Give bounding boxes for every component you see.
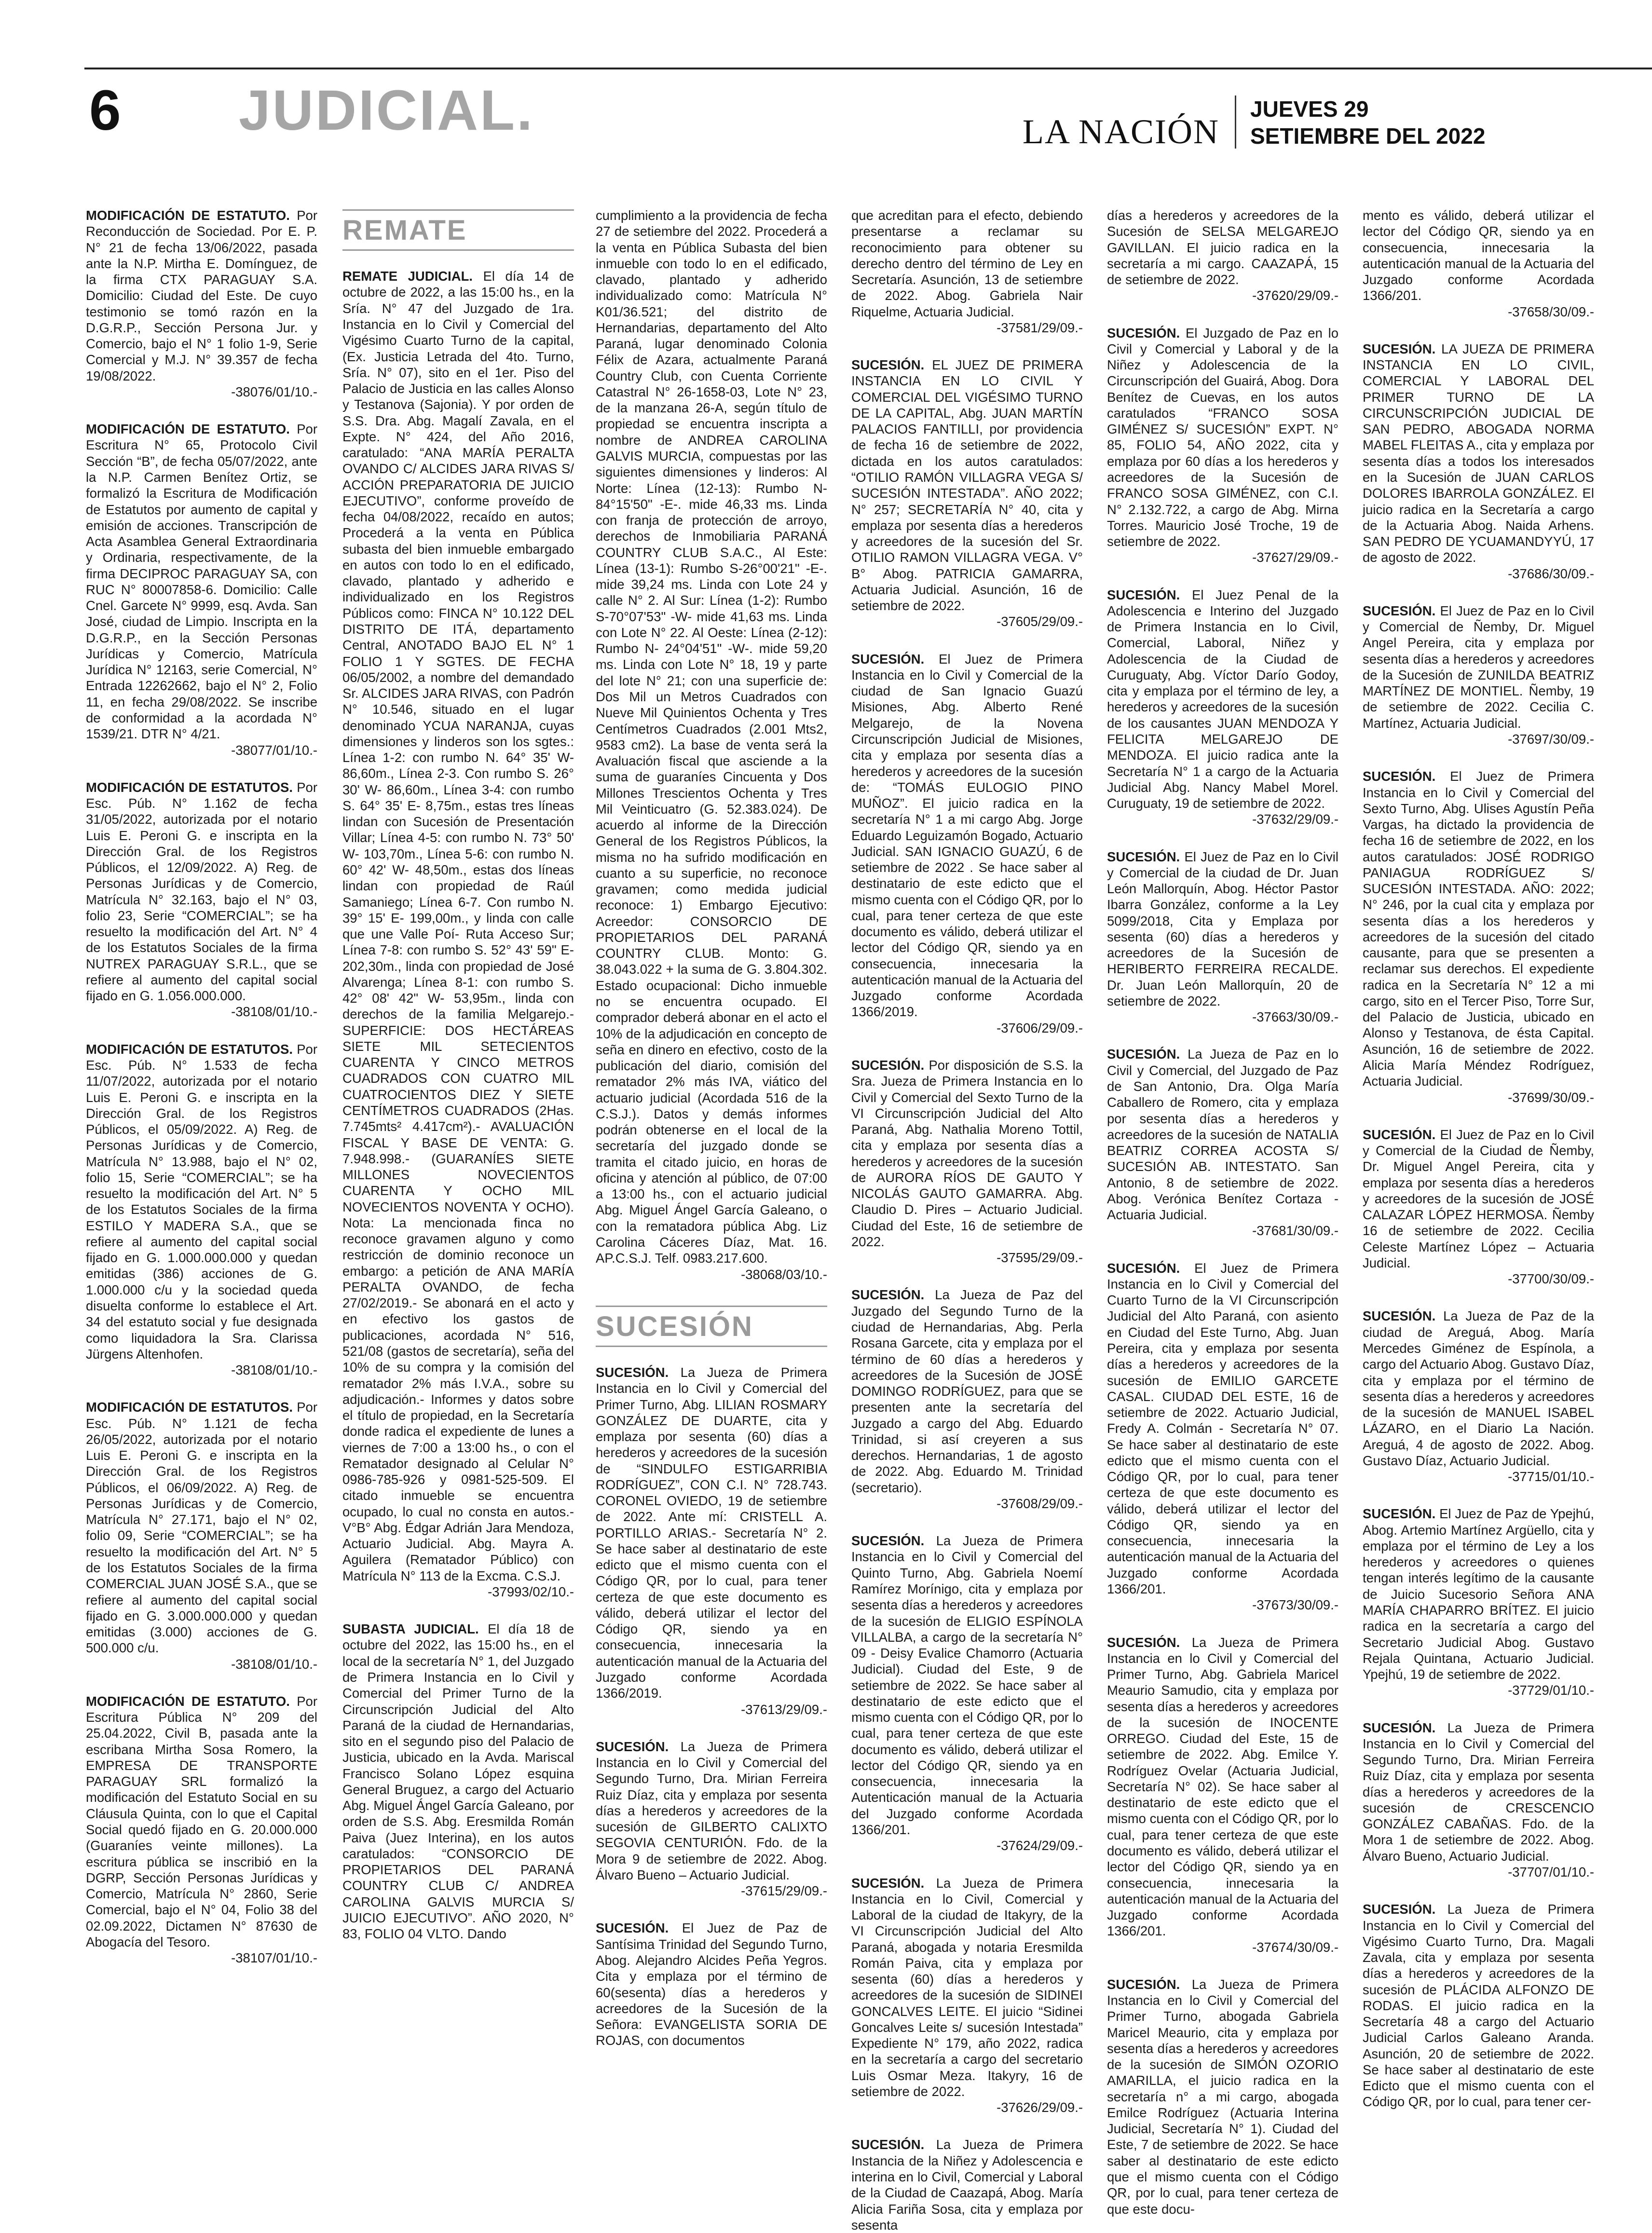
notice-heading: SUCESIÓN. <box>1107 1047 1180 1062</box>
notice-reference: -37627/29/09.- <box>1252 550 1338 565</box>
legal-notice <box>851 651 1083 1036</box>
notice-body: Por Esc. Púb. N° 1.162 de fecha 31/05/2022, autorizada por el notario Luis E. Peroni G. e inscripta en la Dirección Gral. de los Registros Públicos, el 12/09/2022. A) Reg. de Personas Jurídicas y de Comercio, Matrícula N° 32.163, bajo el N° 03, folio 23, Serie “COMERCIAL”; se ha resuelto la modificación del Art. N° 4 de los Estatutos Sociales de la firma NUTREX PARAGUAY S.R.L., que se refiere al aumento del capital social fijado en G. 1.056.000.000. <box>86 779 317 1004</box>
legal-notice <box>851 1875 1083 2116</box>
notice-body: Por disposición de S.S. la Sra. Jueza de Primera Instancia en lo Civil y Comercial del Sexto Turno de la VI Circunscripción Judicial del Alto Paraná, Abg. Nathalia Moreno Tottil, cita y emplaza por sesenta días a herederos y acreedores de la sucesión de AURORA RÍOS DE GAUTO Y NICOLÁS GAUTO GAMARRA. Abg. Claudio D. Pires – Actuario Judicial. Ciudad del Este, 16 de setiembre de 2022. <box>851 1058 1083 1249</box>
column-5 <box>1107 207 1339 2217</box>
section-title: JUDICIAL. <box>239 79 534 142</box>
notice-heading: MODIFICACIÓN DE ESTATUTO. <box>86 208 290 223</box>
legal-notice <box>851 1287 1083 1511</box>
notice-body: Por Escritura N° 65, Protocolo Civil Sección “B”, de fecha 05/07/2022, ante la N.P. Carmen Benítez Ortiz, se formalizó la Escritura de Modificación de Estatutos por aumento de capital y emisión de acciones. Transcripción de Acta Asamblea General Extraordinaria y Ordinaria, respectivamente, de la firma DECIPROC PARAGUAY SA, con RUC N° 80007858-6. Domicilio: Calle Cnel. Garcete N° 9999, esq. Avda. San José, ciudad de Limpio. Inscripta en la D.G.R.P., en la Sección Personas Jurídicas y Comercio, Matrícula Jurídica N° 12163, serie Comercial, N° Entrada 12262662, bajo el N° 2, Folio 11, en fecha 29/08/2022. Se inscribe de conformidad a la acordada N° 1539/21. DTR N° 4/21. <box>86 422 317 742</box>
legal-notice <box>1107 1260 1338 1613</box>
notice-reference: -38108/01/10.- <box>231 1362 317 1378</box>
newspaper-logo: LA NACIÓN <box>1023 112 1219 151</box>
notice-heading: SUCESIÓN. <box>1107 1976 1180 1992</box>
notice-body: La Jueza de Primera Instancia en lo Civil y Comercial del Segundo Turno, Dra. Mirian Ferreira Ruiz Díaz, cita y emplaza por sesenta días a herederos y acreedores de la sucesión de GILBERTO CALIXTO SEGOVIA CENTURIÓN. Fdo. de la Mora 9 de setiembre de 2022. Abog. Álvaro Bueno – Actuario Judicial. <box>596 1739 828 1882</box>
notice-heading: MODIFICACIÓN DE ESTATUTO. <box>86 1693 290 1709</box>
legal-notice <box>1363 1127 1594 1287</box>
notice-body: El Juez de Primera Instancia en lo Civil y Comercial del Sexto Turno, Abg. Ulises Agustín Peña Vargas, ha dictado la providencia de fecha 16 de setiembre de 2022, en los autos caratulados: JOSÉ RODRIGO PANIAGUA RODRÍGUEZ S/ SUCESIÓN INTESTADA. AÑO: 2022; N° 246, por la cual cita y emplaza por sesenta días a los herederos y acreedores de la sucesión del citado causante, para que se presenten a reclamar sus derechos. El expediente radica en la Secretaría N° 12 a mi cargo, sito en el Tercer Piso, Torre Sur, del Palacio de Justicia, ubicado en Alonso y Testanova, de ésta Capital. Asunción, 16 de setiembre de 2022. Alicia María Méndez Rodríguez, Actuaria Judicial. <box>1363 769 1594 1089</box>
legal-notice <box>596 1364 827 1717</box>
page-number: 6 <box>89 79 121 142</box>
notice-reference: -37707/01/10.- <box>1508 1864 1594 1879</box>
notice-heading: SUCESIÓN. <box>1363 603 1436 618</box>
notice-reference: -37699/30/09.- <box>1508 1089 1594 1105</box>
notice-body: que acreditan para el efecto, debiendo presentarse a reclamar su reconocimiento para obtener su derecho dentro del término de Ley en Secretaría. Asunción, 13 de setiembre de 2022. Abog. Gabriela Nair Riquelme, Actuaria Judicial. <box>851 208 1083 319</box>
notice-reference: -37729/01/10.- <box>1508 1683 1594 1698</box>
column-6 <box>1363 207 1595 2110</box>
notice-reference: -37624/29/09.- <box>997 1838 1083 1853</box>
notice-heading: MODIFICACIÓN DE ESTATUTOS. <box>86 1041 293 1057</box>
legal-notice <box>86 421 317 758</box>
notice-reference: -37581/29/09.- <box>997 320 1083 335</box>
notice-heading: SUCESIÓN. <box>596 1920 669 1936</box>
notice-body: cumplimiento a la providencia de fecha 27 de setiembre del 2022. Procederá a la venta en Pública Subasta del bien inmueble con todo lo en el edificado, clavado, plantado y adherido individualizado como: Matrícula N° K01/36.521; del distrito de Hernandarias, departamento del Alto Paraná, lugar denominado Colonia Félix de Azara, actualmente Paraná Country Club, con Cuenta Corriente Catastral N° 26-1658-03, Lote N° 23, de la manzana 26-A, según título de propiedad se encuentra inscripta a nombre de ANDREA CAROLINA GALVIS MURCIA, compuestas por las siguientes dimensiones y linderos: Al Norte: Línea (12-13): Rumbo N- 84°15'50" -E-. mide 46,33 ms. Linda con franja de protección de arroyo, derechos de Inmobiliaria PARANÁ COUNTRY CLUB S.A.C., Al Este: Línea (13-1): Rumbo S-26°00'21" -E-. mide 39,24 ms. Linda con Lote 24 y calle N° 2. Al Sur: Línea (1-2): Rumbo S-70°07'53" -W- mide 41,63 ms. Linda con Lote N° 22. Al Oeste: Línea (2-12): Rumbo N- 24°04'51" -W-. mide 59,20 ms. Linda con Lote N° 18, 19 y parte del lote N° 21; con una superficie de: Dos Mil un Metros Cuadrados con Nueve Mil Quinientos Ochenta y Tres Centímetros Cuadrados (2.001 Mts2, 9583 cm2). La base de venta será la Avaluación fiscal que asciende a la suma de guaraníes Cincuenta y Dos Millones Trescientos Ochenta y Tres Mil Veinticuatro (G. 52.383.024). De acuerdo al informe de la Dirección General de los Registros Públicos, la misma no ha sufrido modificación en cuanto a su superficie, no reconoce gravamen; como medida judicial reconoce: 1) Embargo Ejecutivo: Acreedor: CONSORCIO DE PROPIETARIOS DEL PARANÁ COUNTRY CLUB. Monto: G. 38.043.022 + la suma de G. 3.804.302. Estado ocupacional: Dicho inmueble no se encuentra ocupado. El comprador deberá abonar en el acto el 10% de la adjudicación en concepto de seña en dinero en efectivo, costo de la publicación del diario, comisión del rematador 2% más IVA, viático del actuario judicial (Acordada 516 de la C.S.J.). Datos y demás informes podrán obtenerse en el local de la secretaría del juzgado donde se tramita el citado juicio, en horas de oficina y atención al público, de 07:00 a 13:00 hs., con el actuario judicial Abg. Miguel Ángel García Galeano, o con la rematadora pública Abg. Liz Carolina Cáceres Díaz, Mat. 16. AP.C.S.J. Telf. 0983.217.600. <box>596 208 827 1266</box>
notice-heading: MODIFICACIÓN DE ESTATUTOS. <box>86 1400 293 1415</box>
notice-body: La Jueza de Primera Instancia en lo Civil y Comercial del Primer Turno, abogada Gabriela Maricel Meaurio, cita y emplaza por sesenta días a herederos y acreedores de la sucesión de SIMÓN OZORIO AMARILLA, el juicio radica en la secretaría n° a mi cargo, abogada Emilce Rodríguez (Actuaria Interina Judicial, Secretaría N° 1). Ciudad del Este, 7 de setiembre de 2022. Se hace saber al destinatario de este edicto que el mismo cuenta con el Código QR, por lo cual, para tener certeza de que este docu- <box>1107 1976 1339 2217</box>
notice-heading: SUCESIÓN. <box>1363 1308 1436 1324</box>
legal-notice <box>1363 768 1594 1105</box>
notice-heading: MODIFICACIÓN DE ESTATUTO. <box>86 422 290 437</box>
notice-heading: SUCESIÓN. <box>851 1058 925 1073</box>
notice-body: El Juez de Primera Instancia en lo Civil y Comercial del Cuarto Turno de la VI Circunscripción Judicial del Alto Paraná, con asiento en Ciudad del Este Turno, Abg. Juan Pereira, cita y emplaza por sesenta días a herederos y acreedores de la sucesión de EMILIO GARCETE CASAL. CIUDAD DEL ESTE, 16 de setiembre de 2022. Actuario Judicial, Fredy A. Colmán - Secretaría N° 07. Se hace saber al destinatario de este edicto que el mismo cuenta con el Código QR, por lo cual, para tener certeza de que este documento es válido, deberá utilizar el lector del Código QR, siendo ya en consecuencia, innecesaria la autenticación manual de la Actuaria del Juzgado conforme Acordada 1366/201. <box>1107 1260 1338 1596</box>
notice-body: El día 18 de octubre del 2022, las 15:00 hs., en el local de la secretaría N° 1, del Juzgado de Primera Instancia en lo Civil y Comercial del Primer Turno de la Circunscripción Judicial del Alto Paraná de la ciudad de Hernandarias, sito en el segundo piso del Palacio de Justicia, ubicado en la Avda. Mariscal Francisco Solano López esquina General Bruguez, a cargo del Actuario Abg. Miguel Ángel García Galeano, por orden de S.S. Abg. Eresmilda Román Paiva (Juez Interina), en los autos caratulados: “CONSORCIO DE PROPIETARIOS DEL PARANÁ COUNTRY CLUB C/ ANDREA CAROLINA GALVIS MURCIA S/ JUICIO EJECUTIVO”. AÑO 2020, N° 83, FOLIO 04 VLTO. Dando <box>342 1621 574 1942</box>
notice-body: Por Escritura Pública N° 209 del 25.04.2022, Civil B, pasada ante la escribana Mirtha Sosa Romero, la EMPRESA DE TRANSPORTE PARAGUAY SRL formalizó la modificación del Estatuto Social en su Cláusula Quinta, con lo que el Capital Social quedó fijado en G. 20.000.000 (Guaraníes veinte millones). La escritura pública se inscribió en la DGRP, Sección Personas Jurídicas y Comercio, Matrícula N° 2860, Serie Comercial, bajo el N° 04, Folio 38 del 02.09.2022, Dictamen N° 87630 de Abogacía del Tesoro. <box>86 1693 317 1949</box>
notice-body: El Juez de Paz en lo Civil y Comercial de la ciudad de Dr. Juan León Mallorquín, Abog. Héctor Pastor Ibarra González, conforme a la Ley 5099/2018, Cita y Emplaza por sesenta (60) días a herederos y acreedores de la Sucesión de HERIBERTO FERREIRA RECALDE. Dr. Juan León Mallorquín, 20 de setiembre de 2022. <box>1107 849 1338 1008</box>
header-rule <box>84 68 1652 69</box>
notice-heading: SUCESIÓN. <box>1107 1260 1180 1276</box>
notice-heading: SUCESIÓN. <box>1107 1634 1180 1650</box>
notice-heading: SUCESIÓN. <box>1363 1506 1436 1522</box>
notice-reference: -37615/29/09.- <box>741 1883 827 1899</box>
notice-body: EL JUEZ DE PRIMERA INSTANCIA EN LO CIVIL Y COMERCIAL DEL VIGÉSIMO TURNO DE LA CAPITAL, Abg. JUAN MARTÍN PALACIOS FANTILLI, por providencia de fecha 16 de setiembre de 2022, dictada en los autos caratulados: “OTILIO RAMÓN VILLAGRA VEGA S/ SUCESIÓN INTESTADA”. AÑO 2022; N° 257; SECRETARÍA N° 40, cita y emplaza por sesenta días a herederos y acreedores de la sucesión del Sr. OTILIO RAMON VILLAGRA VEGA. V° B° Abog. PATRICIA GAMARRA, Actuaria Judicial. Asunción, 16 de setiembre de 2022. <box>851 357 1083 613</box>
notice-body: El Juez Penal de la Adolescencia e Interino del Juzgado de Primera Instancia en lo Civil, Comercial, Laboral, Niñez y Adolescencia de la Ciudad de Curuguaty, Abg. Víctor Darío Godoy, cita y emplaza por el término de ley, a herederos y acreedores de la sucesión de los causantes JUAN MENDOZA Y FELICITA MELGAREJO DE MENDOZA. El juicio radica ante la Secretaría N° 1 a cargo de la Actuaria Judicial Abg. Nancy Mabel Morel. Curuguaty, 19 de setiembre de 2022. <box>1107 587 1339 811</box>
legal-notice <box>1107 1976 1338 2217</box>
notice-heading: SUCESIÓN. <box>1363 769 1436 784</box>
notice-reference: -37658/30/09.- <box>1508 304 1594 319</box>
section-heading-remate: REMATE <box>342 209 574 251</box>
notice-reference: -37700/30/09.- <box>1508 1271 1594 1287</box>
notice-heading: SUCESIÓN. <box>1107 587 1180 602</box>
notice-heading: SUCESIÓN. <box>1363 1720 1436 1735</box>
notice-body: La Jueza de Primera Instancia en lo Civil y Comercial del Quinto Turno, Abg. Gabriela Noemí Ramírez Morínigo, cita y emplaza por sesenta días a herederos y acreedores de la sucesión de ELIGIO ESPÍNOLA VILLALBA, a cargo de la secretaría N° 09 - Deisy Evalice Chamorro (Actuaria Judicial). Ciudad del Este, 9 de setiembre de 2022. Se hace saber al destinatario de este edicto que el mismo cuenta con el Código QR, por lo cual, para tener certeza de que este documento es válido, deberá utilizar el lector del Código QR, siendo ya en consecuencia, innecesaria la Autenticación manual de la Actuaria del Juzgado conforme Acordada 1366/201. <box>851 1533 1083 1837</box>
legal-notice <box>1363 603 1594 747</box>
notice-heading: SUCESIÓN. <box>851 1533 925 1549</box>
notice-body: mento es válido, deberá utilizar el lector del Código QR, siendo ya en consecuencia, innecesaria la autenticación manual de la Actuaria del Juzgado conforme Acordada 1366/201. <box>1363 208 1594 303</box>
date-month-year: SETIEMBRE DEL 2022 <box>1250 123 1486 149</box>
notice-body: La Jueza de Primera Instancia de la Niñez y Adolescencia e interina en lo Civil, Comercial y Laboral de la Ciudad de Caazapá, Abog. María Alicia Fariña Sosa, cita y emplaza por sesenta <box>851 2137 1083 2233</box>
notice-body: La Jueza de Primera Instancia en lo Civil y Comercial del Vigésimo Cuarto Turno, Dra. Magali Zavala, cita y emplaza por sesenta días a herederos y acreedores de la sucesión de PLÁCIDA ALFONZO DE RODAS. El juicio radica en la Secretaría 48 a cargo del Actuario Judicial Carlos Galeano Aranda. Asunción, 20 de setiembre de 2022. Se hace saber al destinatario de este Edicto que el mismo cuenta con el Código QR, por lo cual, para tener cer- <box>1363 1902 1595 2110</box>
notice-reference: -38108/01/10.- <box>231 1656 317 1672</box>
legal-notice <box>851 2137 1083 2233</box>
notice-body: LA JUEZA DE PRIMERA INSTANCIA EN LO CIVIL, COMERCIAL Y LABORAL DEL PRIMER TURNO DE LA CIRCUNSCRIPCIÓN JUDICIAL DE SAN PEDRO, ABOGADA NORMA MABEL FLEITAS A., cita y emplaza por sesenta días a todos los interesados en la Sucesión de JUAN CARLOS DOLORES IBARROLA GONZÁLEZ. El juicio radica en la Secretaría a cargo de la Actuaria Abog. Naida Arhens. SAN PEDRO DE YCUAMANDYYÚ, 17 de agosto de 2022. <box>1363 341 1594 565</box>
legal-notice <box>851 357 1083 630</box>
notice-reference: -37620/29/09.- <box>1252 288 1338 303</box>
notice-body: días a herederos y acreedores de la Sucesión de SELSA MELGAREJO GAVILLAN. El juicio radica en la secretaría a mi cargo. CAAZAPÁ, 15 de setiembre de 2022. <box>1107 208 1338 287</box>
legal-notice <box>342 1621 574 1942</box>
legal-notice <box>86 1041 317 1378</box>
notice-body: El Juez de Paz de Ypejhú, Abog. Artemio Martínez Argüello, cita y emplaza por el término de Ley a los herederos y acreedores o quienes tengan interés legítimo de la causante de Juicio Sucesorio Señora ANA MARÍA CHAPARRO BRÍTEZ. El juicio radica en la secretaría a cargo del Secretario Judicial Abog. Gustavo Rejala Quintana, Actuario Judicial. Ypejhú, 19 de setiembre de 2022. <box>1363 1506 1594 1682</box>
notice-heading: SUCESIÓN. <box>596 1739 669 1754</box>
notice-reference: -37674/30/09.- <box>1252 1939 1338 1955</box>
legal-notice <box>1107 1634 1338 1955</box>
legal-notice <box>86 207 317 400</box>
notice-reference: -37686/30/09.- <box>1508 566 1594 581</box>
legal-notice <box>851 1533 1083 1853</box>
notice-body: La Jueza de Paz en lo Civil y Comercial, del Juzgado de Paz de San Antonio, Dra. Olga María Caballero de Romero, cita y emplaza por sesenta días a herederos y acreedores de la sucesión de NATALIA BEATRIZ CORREA ACOSTA S/ SUCESIÓN AB. INTESTATO. San Antonio, 8 de setiembre de 2022. Abog. Verónica Benítez Cortaza - Actuaria Judicial. <box>1107 1047 1338 1223</box>
legal-notice <box>1363 1720 1594 1880</box>
legal-notice <box>1363 341 1594 582</box>
notice-reference: -37605/29/09.- <box>997 614 1083 629</box>
legal-notice <box>1363 1901 1594 2110</box>
notice-reference: -38108/01/10.- <box>231 1004 317 1020</box>
legal-notice <box>851 207 1083 336</box>
notice-body: Por Esc. Púb. N° 1.121 de fecha 26/05/2022, autorizada por el notario Luis E. Peroni G. e inscripta en la Dirección Gral. de los Registros Públicos, el 06/09/2022. A) Reg. de Personas Jurídicas y de Comercio, Matrícula N° 27.171, bajo el N° 02, folio 09, Serie “COMERCIAL”; se ha resuelto la modificación del Art. N° 5 de los Estatutos Sociales de la firma COMERCIAL JUAN JOSÉ S.A., que se refiere al aumento del capital social fijado en G. 3.000.000.000 y quedan emitidas (3.000) acciones de G. 500.000 c/u. <box>86 1400 317 1656</box>
notice-heading: SUBASTA JUDICIAL. <box>342 1621 479 1637</box>
legal-notice <box>1107 1046 1338 1239</box>
notice-reference: -37595/29/09.- <box>997 1250 1083 1266</box>
notice-body: El Juez de Paz de Santísima Trinidad del Segundo Turno, Abog. Alejandro Alcides Peña Yegros. Cita y emplaza por el término de 60(sesenta) días a herederos y acreedores de la Sucesión de la Señora: EVANGELISTA SORIA DE ROJAS, con documentos <box>596 1920 828 2048</box>
legal-notice <box>1363 1308 1594 1484</box>
notice-heading: SUCESIÓN. <box>851 1287 925 1303</box>
notice-heading: SUCESIÓN. <box>596 1364 669 1380</box>
legal-notice <box>596 207 827 1282</box>
notice-reference: -37608/29/09.- <box>997 1496 1083 1511</box>
header-divider <box>1235 95 1236 149</box>
legal-notice <box>596 1739 827 1899</box>
notice-reference: -37697/30/09.- <box>1508 731 1594 747</box>
notice-body: La Jueza de Primera Instancia en lo Civil y Comercial del Primer Turno, Abg. Gabriela Maricel Meaurio Samudio, cita y emplaza por sesenta días a herederos y acreedores de la sucesión de INOCENTE ORREGO. Ciudad del Este, 15 de setiembre de 2022. Abg. Emilce Y. Rodríguez Ovelar (Actuaria Judicial, Secretaría N° 02). Se hace saber al destinatario de este edicto que el mismo cuenta con el Código QR, por lo cual, para tener certeza de que este documento es válido, deberá utilizar el lector del Código QR, siendo ya en consecuencia, innecesaria la autenticación manual de la Actuaria del Juzgado conforme Acordada 1366/201. <box>1107 1634 1339 1939</box>
notice-heading: SUCESIÓN. <box>851 357 925 373</box>
legal-notice <box>1363 207 1594 320</box>
column-4 <box>851 207 1083 2233</box>
legal-notice <box>1107 587 1338 828</box>
column-1 <box>86 207 317 2079</box>
notice-heading: SUCESIÓN. <box>1363 1902 1436 1917</box>
legal-notice <box>86 1399 317 1672</box>
notice-reference: -37715/01/10.- <box>1508 1469 1594 1484</box>
column-3 <box>596 207 827 2079</box>
legal-notice <box>86 779 317 1020</box>
notice-body: La Jueza de Paz del Juzgado del Segundo Turno de la ciudad de Hernandarias, Abg. Perla Rosana Garcete, cita y emplaza por el término de 60 días a herederos y acreedores de la Sucesión de JOSÉ DOMINGO RODRÍGUEZ, para que se presenten ante la secretaría del Juzgado a cargo del Abg. Eduardo Trinidad, si así creyeren a sus derechos. Hernandarias, 1 de agosto de 2022. Abg. Eduardo M. Trinidad (secretario). <box>851 1287 1083 1495</box>
notice-heading: MODIFICACIÓN DE ESTATUTOS. <box>86 779 293 795</box>
notice-reference: -38076/01/10.- <box>231 384 317 399</box>
legal-notice <box>1107 325 1338 566</box>
legal-notice <box>1363 1506 1594 1698</box>
notice-heading: SUCESIÓN. <box>851 1875 925 1891</box>
notice-heading: REMATE JUDICIAL. <box>342 269 473 284</box>
notice-body: El Juez de Paz en lo Civil y Comercial de la Ciudad de Ñemby, Dr. Miguel Angel Pereira, cita y emplaza por sesenta días a herederos y acreedores de la sucesión de JOSÉ CALAZAR LÓPEZ HERMOSA. Ñemby 16 de setiembre de 2022. Cecilia Celeste Martínez López – Actuaria Judicial. <box>1363 1127 1594 1270</box>
notice-reference: -37673/30/09.- <box>1252 1597 1338 1613</box>
notice-heading: SUCESIÓN. <box>1107 849 1180 864</box>
notice-reference: -37681/30/09.- <box>1252 1223 1338 1239</box>
notice-reference: -37993/02/10.- <box>488 1584 574 1599</box>
notice-heading: SUCESIÓN. <box>1363 1127 1436 1142</box>
legal-notice <box>596 1920 827 2048</box>
notice-heading: SUCESIÓN. <box>1363 341 1436 356</box>
notice-reference: -37663/30/09.- <box>1252 1009 1338 1025</box>
legal-notice <box>1107 207 1338 304</box>
section-heading-sucesion: SUCESIÓN <box>596 1306 827 1347</box>
legal-notice <box>1107 849 1338 1025</box>
notice-heading: SUCESIÓN. <box>1107 325 1180 340</box>
column-2 <box>342 207 574 2079</box>
notice-body: Por Reconducción de Sociedad. Por E. P. N° 21 de fecha 13/06/2022, pasada ante la N.P. Mirtha E. Domínguez, de la firma CTX PARAGUAY S.A. Domicilio: Ciudad del Este. De cuyo testimonio se tomó razón en la D.G.R.P., Sección Persona Jur. y Comercio, bajo el N° 1 folio 1-9, Serie Comercial y M.J. N° 39.357 de fecha 19/08/2022. <box>86 208 317 383</box>
notice-reference: -38068/03/10.- <box>741 1266 827 1282</box>
notice-reference: -37626/29/09.- <box>997 2100 1083 2115</box>
notice-body: El Juez de Paz en lo Civil y Comercial de Ñemby, Dr. Miguel Angel Pereira, cita y emplaza por sesenta días a herederos y acreedores de la Sucesión de ZUNILDA BEATRIZ MARTÍNEZ DE MONTIEL. Ñemby, 19 de setiembre de 2022. Cecilia C. Martínez, Actuaria Judicial. <box>1363 603 1594 731</box>
notice-heading: SUCESIÓN. <box>851 2137 925 2152</box>
notice-reference: -38077/01/10.- <box>231 742 317 758</box>
notice-body: El Juzgado de Paz en lo Civil y Comercial y Laboral y de la Niñez y Adolescencia de la Circunscripción del Guairá, Abog. Dora Benítez de Cuevas, en los autos caratulados “FRANCO SOSA GIMÉNEZ S/ SUCESIÓN” EXPT. N° 85, FOLIO 54, AÑO 2022, cita y emplaza por 60 días a los herederos y acreedores de la Sucesión de FRANCO SOSA GIMÉNEZ, con C.I. N° 2.132.722, a cargo de Abg. Mirna Torres. Mauricio José Troche, 19 de setiembre de 2022. <box>1107 325 1339 549</box>
notice-body: La Jueza de Primera Instancia en lo Civil, Comercial y Laboral de la ciudad de Itakyry, de la VI Circunscripción Judicial del Alto Paraná, abogada y notaria Eresmilda Román Paiva, cita y emplaza por sesenta (60) días a herederos y acreedores de la sucesión de SIDINEI GONCALVES LEITE. El juicio “Sidinei Goncalves Leite s/ sucesión Intestada” Expediente N° 179, año 2022, radica en la secretaría a cargo del secretario Luis Osmar Meza. Itakyry, 16 de setiembre de 2022. <box>851 1875 1083 2099</box>
notice-reference: -37613/29/09.- <box>741 1702 827 1717</box>
legal-notice <box>342 268 574 1600</box>
legal-notice <box>86 1693 317 1966</box>
legal-notice <box>851 1057 1083 1266</box>
notice-body: Por Esc. Púb. N° 1.533 de fecha 11/07/2022, autorizada por el notario Luis E. Peroni G. e inscripta en la Dirección Gral. de los Registros Públicos, el 05/09/2022. A) Reg. de Personas Jurídicas y de Comercio, Matrícula N° 13.988, bajo el N° 02, folio 15, Serie “COMERCIAL”; se ha resuelto la modificación del Art. N° 5 de los Estatutos Sociales de la firma ESTILO Y MADERA S.A., que se refiere al aumento del capital social fijado en G. 1.000.000.000 y quedan emitidas (386) acciones de G. 1.000.000 c/u y la sociedad queda disuelta conforme lo establece el Art. 34 del estatuto social y fue designada como liquidadora la Sra. Clarissa Jürgens Altenhofen. <box>86 1041 317 1362</box>
notice-body: La Jueza de Primera Instancia en lo Civil y Comercial del Segundo Turno, Dra. Mirian Ferreira Ruiz Díaz, cita y emplaza por sesenta días a herederos y acreedores de la sucesión de CRESCENCIO GONZÁLEZ CABAÑAS. Fdo. de la Mora 1 de setiembre de 2022. Abog. Álvaro Bueno, Actuario Judicial. <box>1363 1720 1595 1864</box>
notice-heading: SUCESIÓN. <box>851 651 925 667</box>
notice-reference: -37632/29/09.- <box>1252 812 1338 827</box>
notice-body: El Juez de Primera Instancia en lo Civil y Comercial de la ciudad de San Ignacio Guazú Misiones, Abg. Alberto René Melgarejo, de la Novena Circunscripción Judicial de Misiones, cita y emplaza por sesenta días a herederos y acreedores de la sucesión de: “TOMÁS EULOGIO PINO MUÑOZ”. El juicio radica en la secretaría N° 1 a mi cargo Abg. Jorge Eduardo Leguizamón Bogado, Actuario Judicial. SAN IGNACIO GUAZÚ, 6 de setiembre de 2022 . Se hace saber al destinatario de este edicto que el mismo cuenta con el Código QR, por lo cual, para tener certeza de que este documento es válido, deberá utilizar el lector del Código QR, siendo ya en consecuencia, innecesaria la autenticación manual de la Actuaria del Juzgado conforme Acordada 1366/2019. <box>851 651 1083 1020</box>
notice-body: El día 14 de octubre de 2022, a las 15:00 hs., en la Sría. N° 47 del Juzgado de 1ra. Instancia en lo Civil y Comercial del Vigésimo Cuarto Turno de la capital, (Ex. Justicia Letrada del 4to. Turno, Sría. N° 07), sito en el 1er. Piso del Palacio de Justicia en las calles Alonso y Testanova (Sajonia). Y por orden de S.S. Dra. Abg. Magalí Zavala, en el Expte. N° 424, del Año 2016, caratulado: “ANA MARÍA PERALTA OVANDO C/ ALCIDES JARA RIVAS S/ ACCIÓN PREPARATORIA DE JUICIO EJECUTIVO”, conforme proveído de fecha 04/08/2022, recaído en autos; Procederá a la venta en Pública subasta del bien inmueble embargado en autos con todo lo en el edificado, clavado, plantado y adherido e individualizado en los Registros Públicos como: FINCA N° 10.122 DEL DISTRITO DE ITÁ, departamento Central, ANOTADO BAJO EL N° 1 FOLIO 1 Y SGTES. DE FECHA 06/05/2002, a nombre del demandado Sr. ALCIDES JARA RIVAS, con Padrón N° 10.546, situado en el lugar denominado YCUA NARANJA, cuyas dimensiones y linderos son los sgtes.: Línea 1-2: con rumbo N. 64° 35' W- 86,60m., Línea 2-3. Con rumbo S. 26° 30' W- 86,60m., Línea 3-4: con rumbo S. 64° 35' E- 8,75m., estas tres líneas lindan con Sucesión de Presentación Villar; Línea 4-5: con rumbo N. 73° 50' W- 103,70m., Línea 5-6: con rumbo N. 60° 42' W- 48,50m., estas dos líneas lindan con propiedad de Raúl Samaniego; Línea 6-7. Con rumbo N. 39° 15' E- 199,00m., y linda con calle que une Valle Poí- Ruta Acceso Sur; Línea 7-8: con rumbo S. 52° 43' 59" E- 202,30m., linda con propiedad de José Alvarenga; Línea 8-1: con rumbo S. 42° 08' 42" W- 53,95m., linda con derechos de la familia Melgarejo.- SUPERFICIE: DOS HECTÁREAS SIETE MIL SETECIENTOS CUARENTA Y CINCO METROS CUADRADOS CON CUATRO MIL CUATROCIENTOS DIEZ Y SIETE CENTÍMETROS CUADRADOS (2Has. 7.745mts² 4.417cm²).- AVALUACIÓN FISCAL Y BASE DE VENTA: G. 7.948.998.- (GUARANÍES SIETE MILLONES NOVECIENTOS CUARENTA Y OCHO MIL NOVECIENTOS NOVENTA Y OCHO). Nota: La mencionada finca no reconoce gravamen alguno y como restricción de dominio reconoce un embargo: a petición de ANA MARÍA PERALTA OVANDO, de fecha 27/02/2019.- Se abonará en el acto y en efectivo los gastos de publicaciones, acordada N° 516, 521/08 (gastos de secretaría), seña del 10% de su compra y la comisión del rematador 2% más I.V.A., sobre su adjudicación.- Informes y datos sobre el título de propiedad, en la Secretaría donde radica el expediente de lunes a viernes de 7:00 a 13:00 hs., o con el Rematador designado al Celular N° 0986-785-926 y 0981-525-509. El citado inmueble se encuentra ocupado, lo cual no consta en autos.- V°B° Abg. Édgar Adrián Jara Mendoza, Actuario Judicial. Abg. Mayra A. Aguilera (Rematador Público) con Matrícula N° 113 de la Excma. C.S.J. <box>342 269 574 1583</box>
notice-reference: -37606/29/09.- <box>997 1020 1083 1035</box>
date-weekday: JUEVES 29 <box>1250 96 1369 122</box>
notice-body: La Jueza de Paz de la ciudad de Areguá, Abog. María Mercedes Giménez de Espínola, a cargo del Actuario Abog. Gustavo Díaz, cita y emplaza por el término de sesenta días a herederos y acreedores de la sucesión de MANUEL ISABEL LÁZARO, en el Diario La Nación. Areguá, 4 de agosto de 2022. Abog. Gustavo Díaz, Actuario Judicial. <box>1363 1308 1595 1468</box>
notice-body: La Jueza de Primera Instancia en lo Civil y Comercial del Primer Turno, Abg. LILIAN ROSMARY GONZÁLEZ DE DUARTE, cita y emplaza por sesenta (60) días a herederos y acreedores de la sucesión de “SINDULFO ESTIGARRIBIA RODRÍGUEZ”, CON C.I. N° 728.743. CORONEL OVIEDO, 19 de setiembre de 2022. Ante mí: CRISTELL A. PORTILLO ARIAS.- Secretaría N° 2. Se hace saber al destinatario de este edicto que el mismo cuenta con el Código QR, por lo cual, para tener certeza de que este documento es válido, deberá utilizar el lector del Código QR, siendo ya en consecuencia, innecesaria la autenticación manual de la Actuaria del Juzgado conforme Acordada 1366/2019. <box>596 1364 828 1701</box>
notice-reference: -38107/01/10.- <box>231 1950 317 1966</box>
